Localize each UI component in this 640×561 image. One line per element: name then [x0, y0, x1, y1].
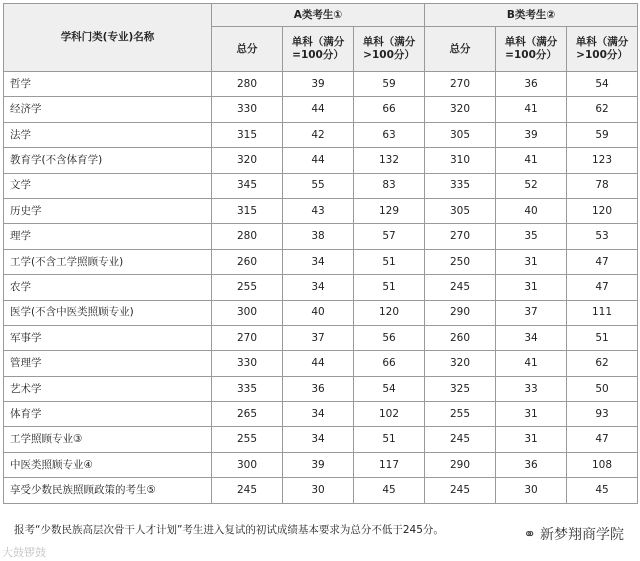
cell-a-single-le100: 39: [283, 452, 354, 477]
row-category-name: 农学: [4, 275, 212, 300]
cell-b-single-gt100: 53: [567, 224, 638, 249]
table-row: [4, 452, 638, 477]
table-row: [4, 402, 638, 427]
header-a-single-gt100: 单科（满分>100分）: [354, 27, 425, 72]
cell-a-single-le100: 40: [283, 300, 354, 325]
cell-a-total: 280: [212, 72, 283, 97]
cell-a-single-le100: 44: [283, 97, 354, 122]
table-row: [4, 478, 638, 503]
cell-a-single-gt100: 102: [354, 402, 425, 427]
cell-b-single-gt100: 45: [567, 478, 638, 503]
cell-a-single-le100: 30: [283, 478, 354, 503]
row-category-name: 体育学: [4, 402, 212, 427]
cell-b-single-le100: 40: [496, 198, 567, 223]
table-row: [4, 97, 638, 122]
cell-a-single-gt100: 51: [354, 249, 425, 274]
brand-name: 新梦翔商学院: [540, 527, 624, 543]
cell-b-single-le100: 36: [496, 72, 567, 97]
cell-b-single-le100: 39: [496, 122, 567, 147]
cell-a-single-le100: 36: [283, 376, 354, 401]
table-row: [4, 198, 638, 223]
cell-a-single-le100: 34: [283, 427, 354, 452]
brand-watermark: [523, 524, 624, 544]
cell-b-total: 290: [425, 452, 496, 477]
wechat-icon: ⚭: [523, 525, 536, 543]
table-row: [4, 173, 638, 198]
cell-b-single-le100: 31: [496, 249, 567, 274]
cell-a-total: 270: [212, 325, 283, 350]
cell-a-total: 255: [212, 427, 283, 452]
cell-a-single-gt100: 54: [354, 376, 425, 401]
row-category-name: 理学: [4, 224, 212, 249]
row-category-name: 工学(不含工学照顾专业): [4, 249, 212, 274]
cell-b-total: 270: [425, 72, 496, 97]
cell-a-total: 260: [212, 249, 283, 274]
cell-b-single-gt100: 59: [567, 122, 638, 147]
cell-b-single-le100: 41: [496, 148, 567, 173]
cell-a-single-gt100: 120: [354, 300, 425, 325]
header-b-single-gt100: 单科（满分>100分）: [567, 27, 638, 72]
row-category-name: 哲学: [4, 72, 212, 97]
corner-watermark: 大鼓锣鼓: [2, 546, 46, 559]
cell-b-single-le100: 41: [496, 97, 567, 122]
cell-b-total: 245: [425, 478, 496, 503]
cell-a-total: 255: [212, 275, 283, 300]
row-category-name: 文学: [4, 173, 212, 198]
cell-a-single-le100: 34: [283, 249, 354, 274]
cell-a-total: 335: [212, 376, 283, 401]
row-category-name: 法学: [4, 122, 212, 147]
cell-a-total: 265: [212, 402, 283, 427]
cell-a-single-le100: 44: [283, 148, 354, 173]
cell-b-total: 310: [425, 148, 496, 173]
row-category-name: 教育学(不含体育学): [4, 148, 212, 173]
cell-b-single-le100: 52: [496, 173, 567, 198]
cell-b-single-le100: 37: [496, 300, 567, 325]
cell-b-single-gt100: 47: [567, 427, 638, 452]
cell-b-single-gt100: 47: [567, 275, 638, 300]
cell-b-single-gt100: 47: [567, 249, 638, 274]
table-row: [4, 275, 638, 300]
table-row: [4, 376, 638, 401]
header-group-b: B类考生②: [425, 4, 638, 27]
cell-b-single-gt100: 62: [567, 97, 638, 122]
cell-a-single-gt100: 45: [354, 478, 425, 503]
header-b-single-le100: 单科（满分=100分）: [496, 27, 567, 72]
score-table: [3, 3, 638, 504]
header-group-a: A类考生①: [212, 4, 425, 27]
cell-b-single-gt100: 111: [567, 300, 638, 325]
cell-b-total: 290: [425, 300, 496, 325]
cell-b-single-le100: 35: [496, 224, 567, 249]
footer-note: 报考“少数民族高层次骨干人才计划”考生进入复试的初试成绩基本要求为总分不低于245分。: [14, 524, 444, 536]
cell-b-total: 305: [425, 198, 496, 223]
cell-b-single-le100: 34: [496, 325, 567, 350]
cell-b-single-le100: 31: [496, 402, 567, 427]
row-category-name: 管理学: [4, 351, 212, 376]
cell-a-total: 330: [212, 97, 283, 122]
cell-b-single-gt100: 54: [567, 72, 638, 97]
cell-a-single-le100: 38: [283, 224, 354, 249]
table-row: [4, 351, 638, 376]
header-a-single-le100: 单科（满分=100分）: [283, 27, 354, 72]
cell-a-single-le100: 39: [283, 72, 354, 97]
table-row: [4, 300, 638, 325]
cell-a-total: 330: [212, 351, 283, 376]
cell-a-single-le100: 43: [283, 198, 354, 223]
cell-b-total: 245: [425, 275, 496, 300]
cell-a-single-gt100: 56: [354, 325, 425, 350]
cell-b-total: 245: [425, 427, 496, 452]
cell-b-single-le100: 36: [496, 452, 567, 477]
cell-a-total: 315: [212, 198, 283, 223]
cell-b-single-le100: 30: [496, 478, 567, 503]
cell-a-total: 245: [212, 478, 283, 503]
cell-b-single-gt100: 50: [567, 376, 638, 401]
cell-a-single-gt100: 129: [354, 198, 425, 223]
row-category-name: 历史学: [4, 198, 212, 223]
cell-b-total: 270: [425, 224, 496, 249]
cell-b-single-gt100: 78: [567, 173, 638, 198]
cell-a-single-gt100: 132: [354, 148, 425, 173]
cell-a-single-le100: 42: [283, 122, 354, 147]
cell-a-single-le100: 34: [283, 402, 354, 427]
score-table-container: [3, 3, 637, 504]
row-category-name: 享受少数民族照顾政策的考生⑤: [4, 478, 212, 503]
cell-a-single-gt100: 51: [354, 275, 425, 300]
cell-b-single-gt100: 93: [567, 402, 638, 427]
header-a-total: 总分: [212, 27, 283, 72]
cell-b-single-le100: 33: [496, 376, 567, 401]
table-row: [4, 427, 638, 452]
table-row: [4, 72, 638, 97]
cell-b-total: 320: [425, 351, 496, 376]
cell-a-single-gt100: 83: [354, 173, 425, 198]
cell-b-total: 335: [425, 173, 496, 198]
cell-b-single-gt100: 51: [567, 325, 638, 350]
cell-b-total: 325: [425, 376, 496, 401]
row-category-name: 中医类照顾专业④: [4, 452, 212, 477]
cell-b-single-le100: 41: [496, 351, 567, 376]
cell-b-single-gt100: 62: [567, 351, 638, 376]
cell-a-total: 315: [212, 122, 283, 147]
cell-a-total: 320: [212, 148, 283, 173]
cell-b-total: 250: [425, 249, 496, 274]
row-category-name: 医学(不含中医类照顾专业): [4, 300, 212, 325]
cell-b-total: 305: [425, 122, 496, 147]
cell-a-single-le100: 34: [283, 275, 354, 300]
cell-a-single-le100: 44: [283, 351, 354, 376]
header-b-total: 总分: [425, 27, 496, 72]
cell-a-single-gt100: 59: [354, 72, 425, 97]
cell-b-single-gt100: 120: [567, 198, 638, 223]
cell-a-single-gt100: 57: [354, 224, 425, 249]
cell-b-single-le100: 31: [496, 275, 567, 300]
cell-a-single-le100: 37: [283, 325, 354, 350]
cell-a-single-gt100: 51: [354, 427, 425, 452]
cell-a-total: 345: [212, 173, 283, 198]
row-category-name: 军事学: [4, 325, 212, 350]
table-row: [4, 325, 638, 350]
table-body: [4, 72, 638, 504]
cell-b-single-gt100: 108: [567, 452, 638, 477]
table-row: [4, 122, 638, 147]
row-category-name: 工学照顾专业③: [4, 427, 212, 452]
row-category-name: 经济学: [4, 97, 212, 122]
table-row: [4, 249, 638, 274]
cell-a-total: 300: [212, 452, 283, 477]
header-row-groups: [4, 4, 638, 27]
cell-a-single-le100: 55: [283, 173, 354, 198]
header-category: 学科门类(专业)名称: [4, 4, 212, 72]
cell-b-single-gt100: 123: [567, 148, 638, 173]
cell-a-single-gt100: 66: [354, 351, 425, 376]
row-category-name: 艺术学: [4, 376, 212, 401]
cell-a-single-gt100: 63: [354, 122, 425, 147]
table-row: [4, 224, 638, 249]
cell-a-single-gt100: 66: [354, 97, 425, 122]
cell-b-total: 320: [425, 97, 496, 122]
table-row: [4, 148, 638, 173]
cell-a-total: 280: [212, 224, 283, 249]
cell-a-single-gt100: 117: [354, 452, 425, 477]
cell-a-total: 300: [212, 300, 283, 325]
cell-b-total: 260: [425, 325, 496, 350]
cell-b-single-le100: 31: [496, 427, 567, 452]
cell-b-total: 255: [425, 402, 496, 427]
